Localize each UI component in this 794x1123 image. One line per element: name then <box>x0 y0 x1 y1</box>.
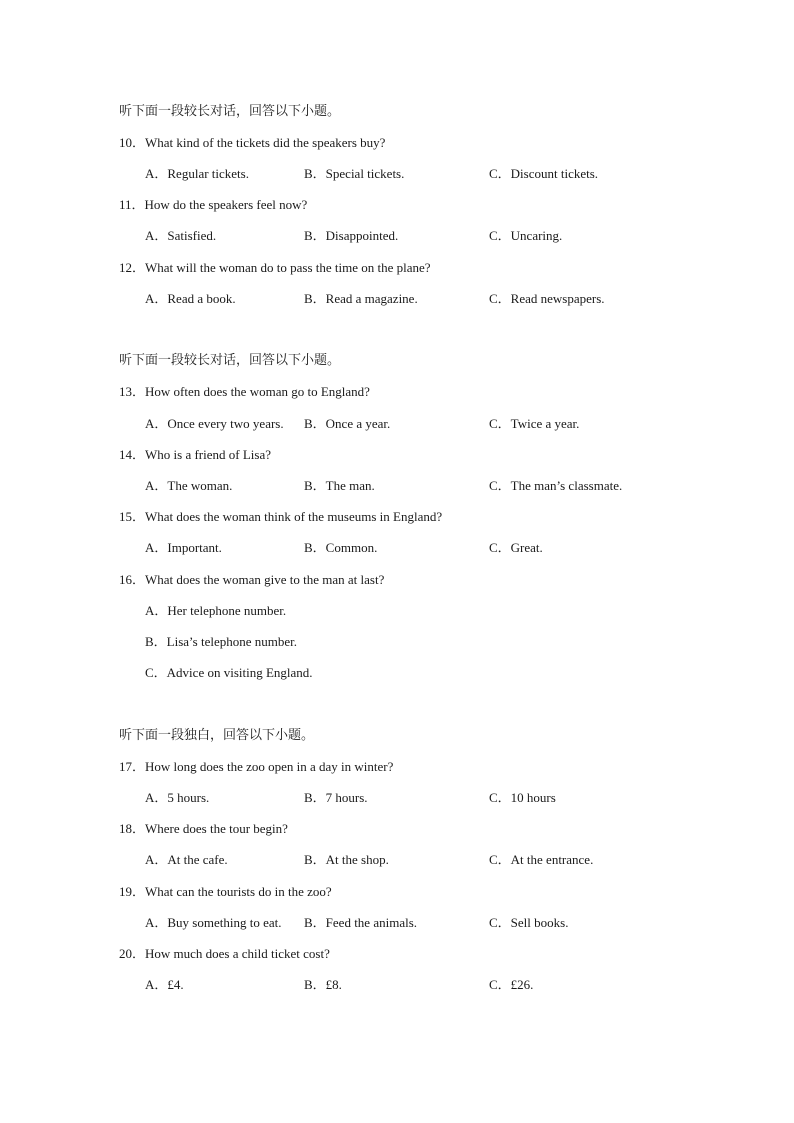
option-c: C．At the entrance. <box>489 852 594 867</box>
option-a: A．Important. <box>145 540 222 555</box>
question-stem: 15．What does the woman think of the museums in England? <box>119 509 443 524</box>
option-c: C．Discount tickets. <box>489 166 599 181</box>
option-c: C．Sell books. <box>489 915 569 930</box>
options-16-b <box>0 632 794 652</box>
option-b: B．At the shop. <box>304 852 389 867</box>
question-stem: 17．How long does the zoo open in a day in winter? <box>119 759 394 774</box>
question-stem: 20．How much does a child ticket cost? <box>119 946 330 961</box>
option-a: A．Her telephone number. <box>145 603 287 618</box>
option-b: B．Lisa’s telephone number. <box>145 634 298 649</box>
section-heading-text: 听下面一段独白，回答以下小题。 <box>119 728 315 743</box>
question-stem: 13．How often does the woman go to England? <box>119 384 370 399</box>
option-c: C．10 hours <box>489 790 556 805</box>
options-16-c <box>0 663 794 683</box>
option-c: C．Read newspapers. <box>489 291 605 306</box>
options-20 <box>0 975 794 995</box>
options-18 <box>0 850 794 870</box>
option-a: A．Once every two years. <box>145 416 284 431</box>
option-a: A．The woman. <box>145 478 233 493</box>
question-16 <box>0 570 794 590</box>
section-heading-3 <box>0 726 794 746</box>
option-b: B．Feed the animals. <box>304 915 418 930</box>
option-a: A．At the cafe. <box>145 852 228 867</box>
question-stem: 12．What will the woman do to pass the time on the plane? <box>119 260 431 275</box>
option-b: B．The man. <box>304 478 375 493</box>
options-11 <box>0 226 794 246</box>
option-b: B．£8. <box>304 977 342 992</box>
option-b: B．Special tickets. <box>304 166 405 181</box>
option-a: A．Read a book. <box>145 291 236 306</box>
option-b: B．Common. <box>304 540 378 555</box>
question-12 <box>0 258 794 278</box>
option-c: C．Advice on visiting England. <box>145 665 313 680</box>
question-13 <box>0 382 794 402</box>
option-b: B．Disappointed. <box>304 228 399 243</box>
option-c: C．Uncaring. <box>489 228 563 243</box>
section-heading-1 <box>0 102 794 122</box>
section-heading-2 <box>0 351 794 371</box>
option-a: A．Regular tickets. <box>145 166 249 181</box>
option-a: A．£4. <box>145 977 184 992</box>
section-heading-text: 听下面一段较长对话，回答以下小题。 <box>119 104 341 119</box>
question-14 <box>0 445 794 465</box>
option-c: C．£26. <box>489 977 534 992</box>
question-stem: 14．Who is a friend of Lisa? <box>119 447 271 462</box>
options-15 <box>0 538 794 558</box>
options-12 <box>0 289 794 309</box>
question-stem: 10．What kind of the tickets did the speakers buy? <box>119 135 386 150</box>
section-heading-text: 听下面一段较长对话，回答以下小题。 <box>119 353 341 368</box>
option-b: B．Read a magazine. <box>304 291 418 306</box>
option-a: A．Buy something to eat. <box>145 915 282 930</box>
option-c: C．Twice a year. <box>489 416 580 431</box>
options-16-a <box>0 601 794 621</box>
option-c: C．The man’s classmate. <box>489 478 623 493</box>
option-a: A．5 hours. <box>145 790 210 805</box>
option-b: B．Once a year. <box>304 416 391 431</box>
question-stem: 16．What does the woman give to the man at last? <box>119 572 385 587</box>
option-c: C．Great. <box>489 540 543 555</box>
question-17 <box>0 757 794 777</box>
question-20 <box>0 944 794 964</box>
option-a: A．Satisfied. <box>145 228 217 243</box>
question-stem: 11．How do the speakers feel now? <box>119 197 308 212</box>
question-11 <box>0 195 794 215</box>
question-stem: 18．Where does the tour begin? <box>119 821 288 836</box>
question-stem: 19．What can the tourists do in the zoo? <box>119 884 332 899</box>
option-b: B．7 hours. <box>304 790 368 805</box>
options-10 <box>0 164 794 184</box>
question-10 <box>0 133 794 153</box>
options-17 <box>0 788 794 808</box>
options-14 <box>0 476 794 496</box>
question-15 <box>0 507 794 527</box>
question-18 <box>0 819 794 839</box>
options-13 <box>0 414 794 434</box>
options-19 <box>0 913 794 933</box>
question-19 <box>0 882 794 902</box>
